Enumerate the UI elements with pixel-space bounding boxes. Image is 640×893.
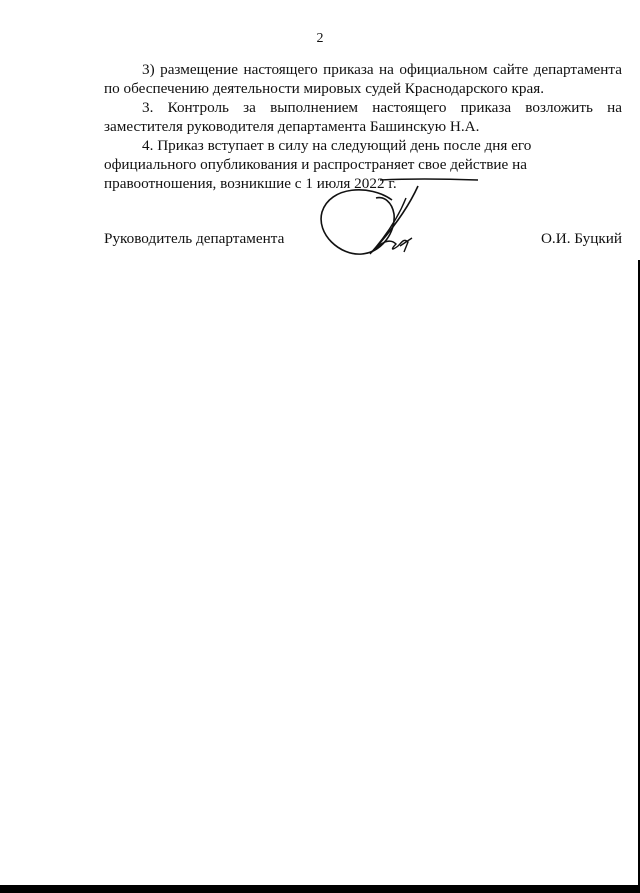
paragraph-publication: 3) размещение настоящего приказа на официальном сайте департамента по обеспечению деятельности мировых судей Краснодарского края. (104, 61, 622, 97)
paragraph-effective-date: 4. Приказ вступает в силу на следующий день после дня его официального опубликования и распространяет свое действие на правоотношения, возникшие с 1 июля 2022 г. (104, 137, 532, 192)
signatory-title: Руководитель департамента (104, 230, 285, 247)
page-number: 2 (316, 31, 324, 46)
signatory-name: О.И. Буцкий (540, 230, 622, 247)
scan-edge-bottom (0, 885, 640, 893)
paragraph-control: 3. Контроль за выполнением настоящего приказа возложить на заместителя руководителя департамента Башинскую Н.А. (104, 99, 622, 135)
handwritten-signature (300, 172, 490, 267)
